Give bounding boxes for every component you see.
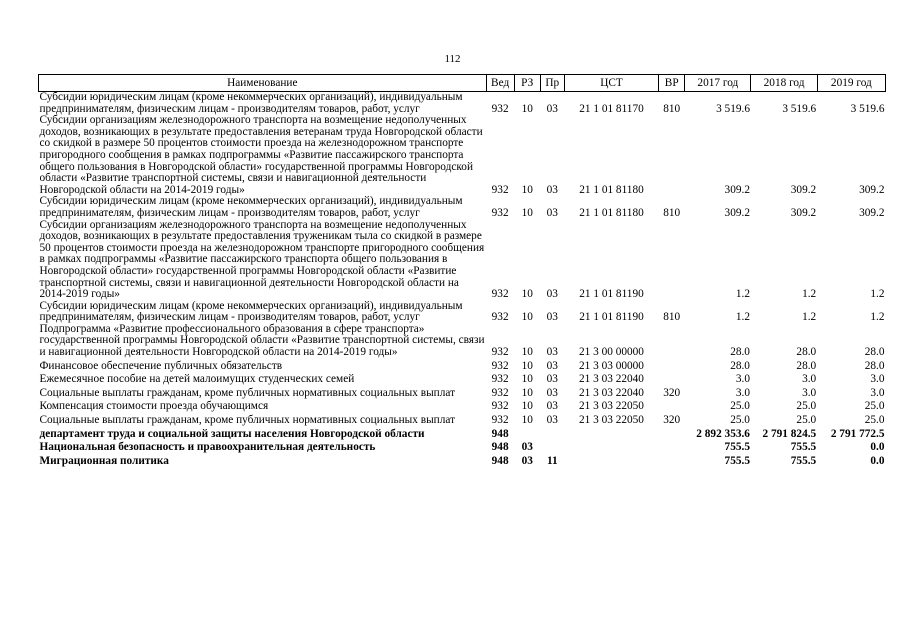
row-2018: 309.2 [790,183,817,196]
row-2018: 2 791 824.5 [762,427,817,440]
row-pr: 03 [546,311,558,324]
row-2018: 309.2 [790,206,817,219]
row-2018: 28.0 [796,346,817,359]
row-rz [514,427,540,441]
row-name: Миграционная политика [39,454,169,467]
row-rz: 10 [521,288,533,301]
header-2019: 2019 год [817,75,885,92]
header-vr: ВР [659,75,685,92]
row-vr [659,359,685,373]
row-cst [564,427,658,441]
row-2018: 3.0 [802,386,817,399]
row-2018: 1.2 [802,311,817,324]
row-ved: 948 [491,427,509,440]
row-cst [564,454,658,468]
row-name: Национальная безопасность и правоохранительная деятельность [39,441,376,454]
row-rz: 10 [521,386,533,399]
row-name: Подпрограмма «Развитие профессионального образования в сфере транспорта» государственной программы Новгородской области «Развитие транспортной системы, связи и навигационной деятельности Новгородской области на 2014-2019 годы» [39,322,485,359]
row-pr: 03 [546,373,558,386]
row-rz: 10 [521,414,533,427]
row-2018: 755.5 [790,454,817,467]
row-name: Социальные выплаты гражданам, кроме публичных нормативных социальных выплат [39,386,456,399]
row-cst: 21 3 03 00000 [579,359,644,372]
row-cst: 21 1 01 81180 [579,183,644,196]
table-row [39,454,886,468]
row-2017: 28.0 [730,346,750,359]
row-2019: 25.0 [864,414,885,427]
row-pr: 03 [546,359,558,372]
row-cst: 21 3 03 22040 [579,386,644,399]
row-vr [659,220,685,301]
row-cst: 21 1 01 81170 [579,102,644,115]
row-vr [659,115,685,196]
row-2017: 3 519.6 [716,102,750,115]
row-rz: 10 [521,359,533,372]
header-name: Наименование [39,75,487,92]
row-pr: 03 [546,288,558,301]
row-name: Социальные выплаты гражданам, кроме публичных нормативных социальных выплат [39,414,456,427]
row-ved: 932 [491,359,509,372]
row-vr [659,454,685,468]
page-number: 112 [444,53,461,65]
table-header-row [39,75,886,92]
row-2019: 0.0 [870,441,885,454]
row-2017: 1.2 [735,288,750,301]
row-rz: 03 [521,441,533,454]
row-cst: 21 3 03 22050 [579,414,644,427]
row-pr: 03 [546,386,558,399]
row-2019: 3 519.6 [850,102,885,115]
row-rz: 10 [521,102,533,115]
row-2017: 2 892 353.6 [696,427,750,440]
row-rz: 10 [521,183,533,196]
table-row [39,440,886,454]
row-2017: 3.0 [735,386,750,399]
row-2019: 3.0 [870,373,885,386]
row-2019: 28.0 [864,346,885,359]
row-cst [564,440,658,454]
row-ved: 932 [491,288,509,301]
header-ved: Вед [486,75,514,92]
row-pr [540,427,564,441]
table-row [39,359,886,373]
row-2017: 25.0 [730,414,750,427]
table-row [39,220,886,301]
row-2017: 3.0 [735,373,750,386]
row-2018: 25.0 [796,414,817,427]
row-pr: 03 [546,102,558,115]
table-row [39,92,886,116]
row-pr: 03 [546,400,558,413]
row-2018: 755.5 [790,441,817,454]
row-ved: 932 [491,311,509,324]
row-2018: 28.0 [796,359,817,372]
row-2019: 25.0 [864,400,885,413]
row-name: Субсидии организациям железнодорожного транспорта на возмещение недополученных доходов, возникающих в результате предоставления ветеранам труда Новгородской области со скидкой в размере 50 процентов стоимости проезда на железнодорожном транспорте пригородного сообщения в рамках подпрограммы «Развитие пассажирского транспорта общего пользования в Новгородской области» государственной программы Новгородской области «Развитие транспортной системы, связи и навигационной деятельности Новгородской области на 2014-2019 годы» [39,114,483,196]
header-cst: ЦСТ [564,75,658,92]
row-2017: 309.2 [724,183,750,196]
row-2018: 25.0 [796,400,817,413]
table-row [39,399,886,413]
row-2019: 309.2 [859,183,885,196]
row-cst: 21 3 03 22040 [579,373,644,386]
row-cst: 21 1 01 81190 [579,311,644,324]
table-row [39,372,886,386]
row-cst: 21 3 03 22050 [579,400,644,413]
row-ved: 932 [491,183,509,196]
row-cst: 21 1 01 81190 [579,288,644,301]
row-ved: 932 [491,414,509,427]
row-vr: 810 [663,311,681,324]
row-2018: 3 519.6 [782,102,817,115]
table-row [39,115,886,196]
table-row [39,196,886,219]
row-ved: 948 [491,454,509,467]
row-2017: 309.2 [724,206,750,219]
row-cst: 21 3 00 00000 [579,346,644,359]
header-2018: 2018 год [751,75,817,92]
row-2017: 28.0 [730,359,750,372]
row-ved: 932 [491,386,509,399]
row-name: Субсидии юридическим лицам (кроме некоммерческих организаций), индивидуальным предпринимателям, физическим лицам - производителям товаров, работ, услуг [39,91,463,115]
row-name: Субсидии юридическим лицам (кроме некоммерческих организаций), индивидуальным предпринимателям, физическим лицам - производителям товаров, работ, услуг [39,195,463,219]
row-2017: 1.2 [735,311,750,324]
header-pr: Пр [540,75,564,92]
row-cst: 21 1 01 81180 [579,206,644,219]
row-ved: 948 [491,441,509,454]
row-2019: 3.0 [870,386,885,399]
table-row [39,301,886,324]
row-2019: 1.2 [870,288,885,301]
row-2019: 0.0 [870,454,885,467]
row-name: департамент труда и социальной защиты населения Новгородской области [39,427,425,440]
table-row [39,413,886,427]
row-2018: 1.2 [802,288,817,301]
table-row [39,427,886,441]
row-2019: 1.2 [870,311,885,324]
row-vr: 810 [663,206,681,219]
row-rz: 10 [521,346,533,359]
row-pr: 11 [546,454,558,467]
row-ved: 932 [491,400,509,413]
row-rz: 03 [521,454,533,467]
row-vr [659,399,685,413]
row-name: Субсидии организациям железнодорожного транспорта на возмещение недополученных доходов, возникающих в результате предоставления труженикам тыла со скидкой в размере 50 процентов стоимости проезда на железнодорожном транспорте пригородного сообщения в рамках подпрограммы «Развитие пассажирского транспорта общего пользования в Новгородской области» государственной программы Новгородской области «Развитие транспортной системы, связи и навигационной деятельности Новгородской области на 2014-2019 годы» [39,218,485,301]
row-2019: 2 791 772.5 [830,427,885,440]
row-2017: 755.5 [724,441,750,454]
row-vr [659,427,685,441]
row-vr: 810 [663,102,681,115]
row-name: Субсидии юридическим лицам (кроме некоммерческих организаций), индивидуальным предпринимателям, физическим лицам - производителям товаров, работ, услуг [39,299,463,324]
row-pr: 03 [546,183,558,196]
row-vr: 320 [663,414,681,427]
table-row [39,324,886,359]
row-rz: 10 [521,373,533,386]
row-2019: 309.2 [859,206,885,219]
row-rz: 10 [521,311,533,324]
row-rz: 10 [521,206,533,219]
row-pr: 03 [546,414,558,427]
row-name: Финансовое обеспечение публичных обязательств [39,359,283,372]
budget-table [38,74,886,467]
row-2017: 25.0 [730,400,750,413]
row-2018: 3.0 [802,373,817,386]
row-name: Ежемесячное пособие на детей малоимущих студенческих семей [39,373,355,386]
row-ved: 932 [491,102,509,115]
row-pr: 03 [546,206,558,219]
row-ved: 932 [491,373,509,386]
row-vr [659,440,685,454]
row-vr [659,372,685,386]
row-vr: 320 [663,386,681,399]
row-pr [540,440,564,454]
row-ved: 932 [491,346,509,359]
header-2017: 2017 год [685,75,751,92]
row-name: Компенсация стоимости проезда обучающимся [39,400,269,413]
row-2017: 755.5 [724,454,750,467]
table-row [39,386,886,400]
header-rz: РЗ [514,75,540,92]
row-2019: 28.0 [864,359,885,372]
row-rz: 10 [521,400,533,413]
row-vr [659,324,685,359]
row-ved: 932 [491,206,509,219]
row-pr: 03 [546,346,558,359]
